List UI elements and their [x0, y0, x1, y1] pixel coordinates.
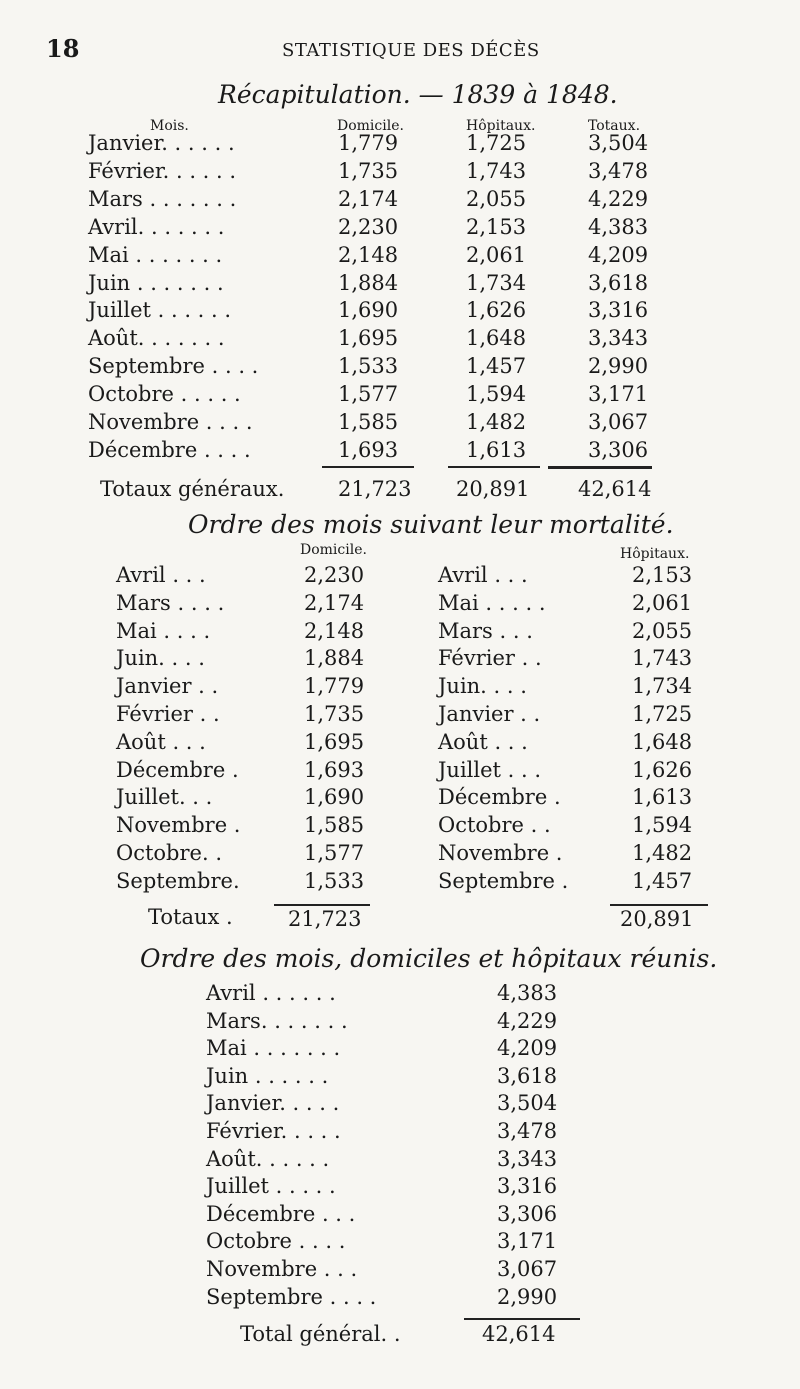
order-totals-left: 21,723 [288, 907, 362, 931]
order-left-month: Avril . . . [116, 563, 206, 587]
recap-hopitaux: 2,055 [466, 186, 527, 211]
page-number: 18 [46, 34, 80, 63]
combined-month: Février. . . . . [206, 1119, 341, 1143]
order-left-value: 1,585 [304, 813, 365, 838]
combined-month: Novembre . . . [206, 1257, 358, 1281]
recap-hopitaux: 1,482 [466, 410, 527, 434]
rule-hopitaux [448, 466, 540, 468]
order-left-month: Mai . . . . [116, 618, 211, 643]
order-right-value: 2,153 [632, 563, 693, 587]
combined-value: 3,316 [497, 1174, 558, 1199]
recap-totaux: 3,067 [588, 410, 649, 434]
recap-hopitaux: 1,613 [466, 437, 527, 462]
order-left-month: Août . . . [116, 729, 206, 754]
order-left-month: Février . . [116, 702, 220, 726]
totals-domicile: 21,723 [338, 477, 412, 501]
order-right-month: Novembre . [438, 841, 563, 865]
col-header-domicile: Domicile. [337, 118, 404, 134]
combined-total-value: 42,614 [482, 1322, 556, 1346]
recap-domicile: 2,174 [338, 186, 399, 211]
order-header-hopitaux: Hôpitaux. [620, 546, 690, 562]
order-left-value: 2,174 [304, 590, 365, 615]
order-rule-right [610, 904, 708, 906]
recap-totaux: 3,316 [588, 298, 649, 323]
order-left-value: 1,735 [304, 702, 365, 726]
combined-value: 3,343 [497, 1146, 558, 1171]
recap-hopitaux: 1,594 [466, 382, 527, 407]
recap-totaux: 2,990 [588, 354, 649, 379]
recap-hopitaux: 1,457 [466, 354, 527, 379]
recap-totaux: 3,504 [588, 131, 649, 155]
recap-domicile: 1,735 [338, 158, 399, 183]
order-totals-right: 20,891 [620, 907, 694, 931]
order-left-month: Septembre. [116, 868, 240, 893]
combined-month: Septembre . . . . [206, 1284, 377, 1309]
order-left-value: 1,577 [304, 841, 365, 865]
combined-value: 3,618 [497, 1063, 558, 1088]
order-left-month: Octobre. . [116, 841, 222, 865]
combined-month: Juillet . . . . . [206, 1174, 336, 1199]
recap-domicile: 2,230 [338, 214, 399, 239]
order-left-value: 1,695 [304, 729, 365, 754]
recap-hopitaux: 1,626 [466, 298, 527, 323]
order-right-month: Juillet . . . [438, 757, 542, 782]
order-right-value: 1,725 [632, 702, 693, 726]
combined-month: Août. . . . . . [206, 1146, 330, 1171]
recap-domicile: 1,577 [338, 382, 399, 407]
combined-month: Avril . . . . . . [206, 981, 336, 1005]
order-left-value: 1,884 [304, 646, 365, 671]
recap-month: Janvier. . . . . . [88, 131, 235, 155]
order-right-month: Décembre . [438, 785, 561, 810]
order-left-month: Juin. . . . [116, 646, 205, 671]
order-title: Ordre des mois suivant leur mortalité. [188, 510, 674, 539]
combined-value: 3,067 [497, 1257, 558, 1281]
combined-value: 3,306 [497, 1201, 558, 1226]
recap-month: Mai . . . . . . . [88, 242, 223, 267]
order-left-value: 1,779 [304, 674, 365, 699]
combined-month: Juin . . . . . . [206, 1063, 329, 1088]
combined-month: Octobre . . . . [206, 1229, 346, 1254]
recap-title: Récapitulation. — 1839 à 1848. [218, 80, 618, 109]
order-left-value: 2,148 [304, 618, 365, 643]
combined-value: 3,504 [497, 1091, 558, 1116]
order-right-month: Mai . . . . . [438, 590, 546, 615]
order-right-value: 2,055 [632, 618, 693, 643]
recap-month: Avril. . . . . . . [88, 214, 225, 239]
combined-value: 2,990 [497, 1284, 558, 1309]
recap-month: Février. . . . . . [88, 158, 237, 183]
col-header-hopitaux: Hôpitaux. [466, 118, 536, 134]
order-totals-label: Totaux . [148, 905, 233, 929]
order-right-month: Mars . . . [438, 618, 533, 643]
recap-totaux: 3,618 [588, 270, 649, 295]
running-title: STATISTIQUE DES DÉCÈS [282, 40, 540, 61]
combined-month: Janvier. . . . . [206, 1091, 340, 1116]
recap-totaux: 3,306 [588, 437, 649, 462]
totals-label: Totaux généraux. [100, 477, 285, 501]
order-right-month: Octobre . . [438, 813, 551, 838]
order-header-domicile: Domicile. [300, 542, 367, 558]
combined-value: 3,478 [497, 1119, 558, 1143]
recap-hopitaux: 1,743 [466, 158, 527, 183]
recap-hopitaux: 1,734 [466, 270, 527, 295]
recap-domicile: 1,533 [338, 354, 399, 379]
recap-domicile: 1,884 [338, 270, 399, 295]
recap-hopitaux: 2,061 [466, 242, 527, 267]
rule-domicile [322, 466, 414, 468]
order-right-value: 1,743 [632, 646, 693, 671]
totals-hopitaux: 20,891 [456, 477, 530, 501]
order-right-value: 1,648 [632, 729, 693, 754]
recap-hopitaux: 2,153 [466, 214, 527, 239]
order-left-month: Mars . . . . [116, 590, 225, 615]
recap-domicile: 1,695 [338, 326, 399, 351]
recap-domicile: 1,779 [338, 131, 399, 155]
order-right-value: 1,594 [632, 813, 693, 838]
order-right-value: 2,061 [632, 590, 693, 615]
order-right-month: Juin. . . . [438, 674, 527, 699]
order-right-month: Avril . . . [438, 563, 528, 587]
combined-title: Ordre des mois, domiciles et hôpitaux réunis. [140, 944, 718, 973]
recap-month: Juin . . . . . . . [88, 270, 224, 295]
order-right-value: 1,734 [632, 674, 693, 699]
combined-rule [464, 1318, 580, 1320]
order-rule-left [274, 904, 370, 906]
recap-month: Octobre . . . . . [88, 382, 241, 407]
order-right-value: 1,626 [632, 757, 693, 782]
order-right-month: Février . . [438, 646, 542, 671]
recap-totaux: 3,171 [588, 382, 649, 407]
recap-month: Juillet . . . . . . [88, 298, 232, 323]
combined-month: Mai . . . . . . . [206, 1036, 341, 1061]
order-left-month: Juillet. . . [116, 785, 213, 810]
totals-totaux: 42,614 [578, 477, 652, 501]
combined-total-label: Total général. . [240, 1322, 401, 1346]
col-header-totaux: Totaux. [588, 118, 641, 134]
order-left-month: Janvier . . [116, 674, 219, 699]
combined-month: Décembre . . . [206, 1201, 356, 1226]
combined-value: 3,171 [497, 1229, 558, 1254]
recap-hopitaux: 1,648 [466, 326, 527, 351]
order-right-value: 1,482 [632, 841, 693, 865]
recap-totaux: 4,383 [588, 214, 649, 239]
recap-month: Août. . . . . . . [88, 326, 225, 351]
recap-totaux: 4,229 [588, 186, 649, 211]
order-right-value: 1,457 [632, 868, 693, 893]
recap-totaux: 4,209 [588, 242, 649, 267]
recap-domicile: 1,585 [338, 410, 399, 434]
recap-domicile: 1,690 [338, 298, 399, 323]
recap-month: Décembre . . . . [88, 437, 251, 462]
order-right-month: Septembre . [438, 868, 569, 893]
recap-month: Septembre . . . . [88, 354, 259, 379]
recap-hopitaux: 1,725 [466, 131, 527, 155]
recap-domicile: 2,148 [338, 242, 399, 267]
recap-month: Mars . . . . . . . [88, 186, 237, 211]
order-right-month: Janvier . . [438, 702, 541, 726]
combined-month: Mars. . . . . . . [206, 1008, 348, 1033]
order-left-value: 2,230 [304, 563, 365, 587]
order-left-month: Novembre . [116, 813, 241, 838]
recap-month: Novembre . . . . [88, 410, 253, 434]
combined-value: 4,209 [497, 1036, 558, 1061]
order-right-month: Août . . . [438, 729, 528, 754]
order-left-month: Décembre . [116, 757, 239, 782]
recap-totaux: 3,343 [588, 326, 649, 351]
order-left-value: 1,533 [304, 868, 365, 893]
col-header-mois: Mois. [150, 118, 189, 134]
combined-value: 4,229 [497, 1008, 558, 1033]
rule-totaux [548, 466, 652, 469]
recap-domicile: 1,693 [338, 437, 399, 462]
recap-totaux: 3,478 [588, 158, 649, 183]
order-right-value: 1,613 [632, 785, 693, 810]
order-left-value: 1,690 [304, 785, 365, 810]
combined-value: 4,383 [497, 981, 558, 1005]
order-left-value: 1,693 [304, 757, 365, 782]
